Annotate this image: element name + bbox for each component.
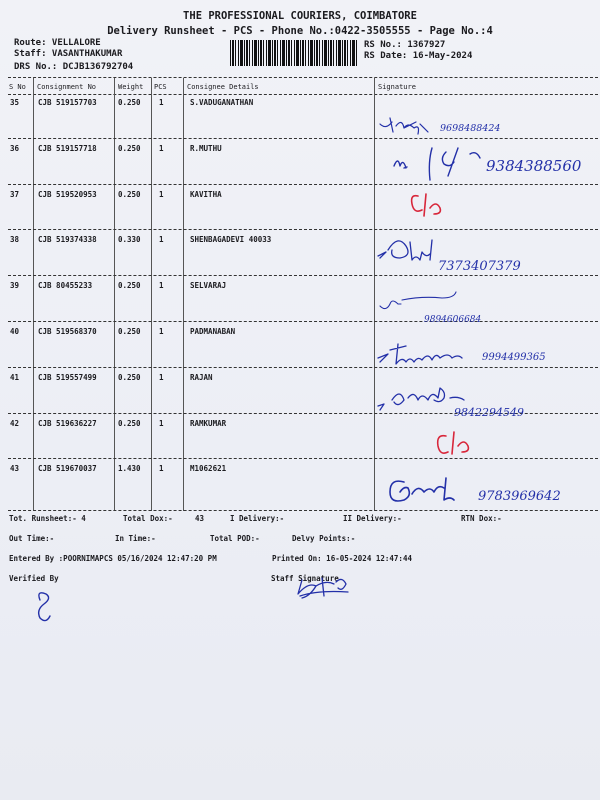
cell-sno: 43 <box>10 464 20 474</box>
cell-sno: 40 <box>10 327 20 336</box>
cell-consignee: KAVITHA <box>190 189 222 199</box>
cell-weight: 0.250 <box>118 281 141 291</box>
cell-weight: 0.250 <box>118 143 141 153</box>
cell-consignee: RAJAN <box>190 372 213 382</box>
cell-pcs: 1 <box>159 281 164 291</box>
signature-scribble <box>378 240 432 260</box>
col-header-consignment: Consignment No <box>37 83 97 91</box>
printed-on: Printed On: 16-05-2024 12:47:44 <box>272 554 412 563</box>
verified-by-label: Verified By <box>9 574 59 583</box>
phone-handwritten: 9698488424 <box>440 123 501 134</box>
cell-pcs: 1 <box>159 143 164 153</box>
cell-weight: 0.250 <box>118 418 141 428</box>
cell-sno: 39 <box>10 281 20 291</box>
signature-scribble <box>378 388 464 410</box>
cell-pcs: 1 <box>159 418 164 428</box>
ii-delivery: II Delivery:- <box>343 514 402 523</box>
cell-consignee: PADMANABAN <box>190 327 236 336</box>
staff-label: Staff: VASANTHAKUMAR <box>14 49 123 59</box>
cell-consignee: RAMKUMAR <box>190 418 227 428</box>
col-header-pcs: PCS <box>154 83 167 91</box>
company-title: THE PROFESSIONAL COURIERS, COIMBATORE <box>183 10 417 22</box>
cell-sno: 42 <box>10 418 20 428</box>
cell-sno: 37 <box>10 189 20 199</box>
cell-pcs: 1 <box>159 464 164 474</box>
signature-scribble <box>390 478 454 501</box>
delvy-points: Delvy Points:- <box>292 534 356 543</box>
phone-handwritten: 9842294549 <box>454 406 524 419</box>
total-dox-value: 43 <box>195 514 205 523</box>
cell-consignment-no: CJB 80455233 <box>38 281 93 291</box>
staff-signature-scribble <box>298 578 348 598</box>
cell-consignment-no: CJB 519374338 <box>38 235 97 245</box>
rtn-dox: RTN Dox:- <box>461 514 502 523</box>
cell-consignee: SHENBAGADEVI 40033 <box>190 235 272 245</box>
phone-handwritten: 9384388560 <box>486 157 582 175</box>
tot-runsheet: Tot. Runsheet:- 4 <box>9 514 86 523</box>
in-time: In Time:- <box>115 534 156 543</box>
verifier-scribble <box>39 593 50 621</box>
cell-consignment-no: CJB 519157703 <box>38 98 97 107</box>
entered-by: Entered By :POORNIMAPCS 05/16/2024 12:47:20 PM <box>9 554 217 563</box>
cell-weight: 0.330 <box>118 235 141 245</box>
cell-consignment-no: CJB 519568370 <box>38 327 97 336</box>
cell-consignment-no: CJB 519636227 <box>38 418 97 428</box>
phone-handwritten: 9994499365 <box>482 352 546 363</box>
cell-consignee: S.VADUGANATHAN <box>190 98 254 107</box>
cell-consignment-no: CJB 519670037 <box>38 464 97 474</box>
col-header-consignee: Consignee Details <box>187 83 259 91</box>
col-header-weight: Weight <box>118 83 144 91</box>
cell-pcs: 1 <box>159 189 164 199</box>
route-label: Route: VELLALORE <box>14 38 101 48</box>
total-dox-label: Total Dox:- <box>123 514 173 523</box>
signature-scribble <box>438 432 469 454</box>
cell-sno: 36 <box>10 143 20 153</box>
drs-number: DRS No.: DCJB136792704 <box>14 62 134 72</box>
cell-weight: 0.250 <box>118 327 141 336</box>
cell-consignment-no: CJB 519557499 <box>38 372 97 382</box>
cell-weight: 0.250 <box>118 372 141 382</box>
cell-consignment-no: CJB 519520953 <box>38 189 97 199</box>
cell-consignee: M1062621 <box>190 464 227 474</box>
cell-weight: 1.430 <box>118 464 141 474</box>
phone-handwritten: 7373407379 <box>438 259 521 274</box>
total-pod: Total POD:- <box>210 534 260 543</box>
col-header-sno: S No <box>9 83 26 91</box>
rs-date: RS Date: 16-May-2024 <box>364 51 473 61</box>
col-header-signature: Signature <box>378 83 416 91</box>
cell-pcs: 1 <box>159 372 164 382</box>
signature-scribble <box>378 344 462 364</box>
cell-pcs: 1 <box>159 98 164 107</box>
cell-pcs: 1 <box>159 327 164 336</box>
signature-scribble <box>394 148 480 180</box>
cell-consignee: SELVARAJ <box>190 281 227 291</box>
phone-handwritten: 9783969642 <box>478 489 561 504</box>
cell-consignee: R.MUTHU <box>190 143 222 153</box>
cell-weight: 0.250 <box>118 98 141 107</box>
signature-scribble <box>380 292 456 309</box>
cell-consignment-no: CJB 519157718 <box>38 143 97 153</box>
out-time: Out Time:- <box>9 534 55 543</box>
cell-weight: 0.250 <box>118 189 141 199</box>
signature-scribble <box>380 118 428 134</box>
phone-handwritten: 9894606684 <box>424 315 482 325</box>
staff-signature-label: Staff Signature <box>271 574 339 583</box>
cell-sno: 35 <box>10 98 20 107</box>
rs-number: RS No.: 1367927 <box>364 40 446 50</box>
cell-pcs: 1 <box>159 235 164 245</box>
i-delivery: I Delivery:- <box>230 514 285 523</box>
runsheet-subtitle: Delivery Runsheet - PCS - Phone No.:0422-3505555 - Page No.:4 <box>107 25 493 37</box>
cell-sno: 41 <box>10 372 20 382</box>
signature-scribble <box>412 194 441 216</box>
cell-sno: 38 <box>10 235 20 245</box>
